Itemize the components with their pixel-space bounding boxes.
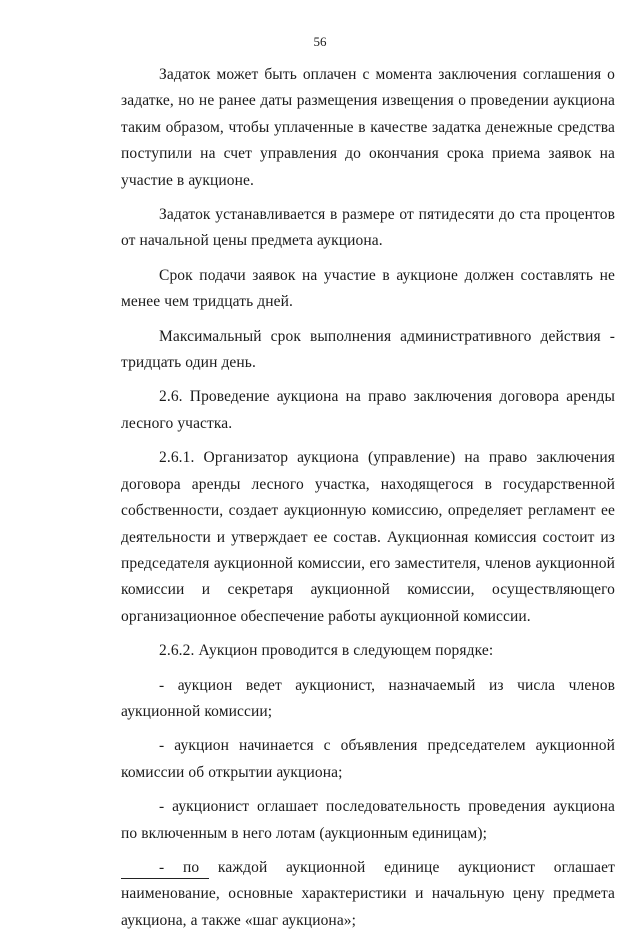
paragraph-deposit-timing: Задаток может быть оплачен с момента заключения соглашения о задатке, но не ранее даты размещения извещения о проведении аукциона таким образом, чтобы уплаченные в качестве задатка денежные средства поступили на счет управления до окончания срока приема заявок на участие в аукционе. <box>121 66 615 189</box>
paragraph-max-duration: Максимальный срок выполнения административного действия - тридцать один день. <box>121 327 615 372</box>
paragraph-2-6-1: 2.6.1. Организатор аукциона (управление) на право заключения договора аренды лесного участка, находящегося в государственной собственности, создает аукционную комиссию, определяет регламент ее деятельности и утверждает ее состав. Аукционная комиссия состоит из председателя аукционной комиссии, его заместителя, членов аукционной комиссии и секретаря аукционной комиссии, осуществляющего организационное обеспечение работы аукционной комиссии. <box>121 449 615 625</box>
list-item-auctioneer: - аукцион ведет аукционист, назначаемый из числа членов аукционной комиссии; <box>121 676 615 720</box>
list-item-opening: - аукцион начинается с объявления председателем аукционной комиссии об открытии аукциона; <box>121 737 615 781</box>
paragraph-deposit-amount: Задаток устанавливается в размере от пятидесяти до ста процентов от начальной цены предмета аукциона. <box>121 206 615 250</box>
list-item-lot-sequence: - аукционист оглашает последовательность проведения аукциона по включенным в него лотам (аукционным единицам); <box>121 798 615 842</box>
paragraph-application-period: Срок подачи заявок на участие в аукционе должен составлять не менее чем тридцать дней. <box>121 266 615 311</box>
footnote-divider <box>121 878 209 879</box>
document-body <box>121 62 615 942</box>
section-heading-2-6: 2.6. Проведение аукциона на право заключения договора аренды лесного участка. <box>121 388 615 432</box>
paragraph-2-6-2: 2.6.2. Аукцион проводится в следующем порядке: <box>159 642 494 660</box>
list-item-lot-details: - по каждой аукционной единице аукционист оглашает наименование, основные характеристики и начальную цену предмета аукциона, а также «шаг аукциона»; <box>121 858 615 929</box>
page-number: 56 <box>313 34 327 49</box>
